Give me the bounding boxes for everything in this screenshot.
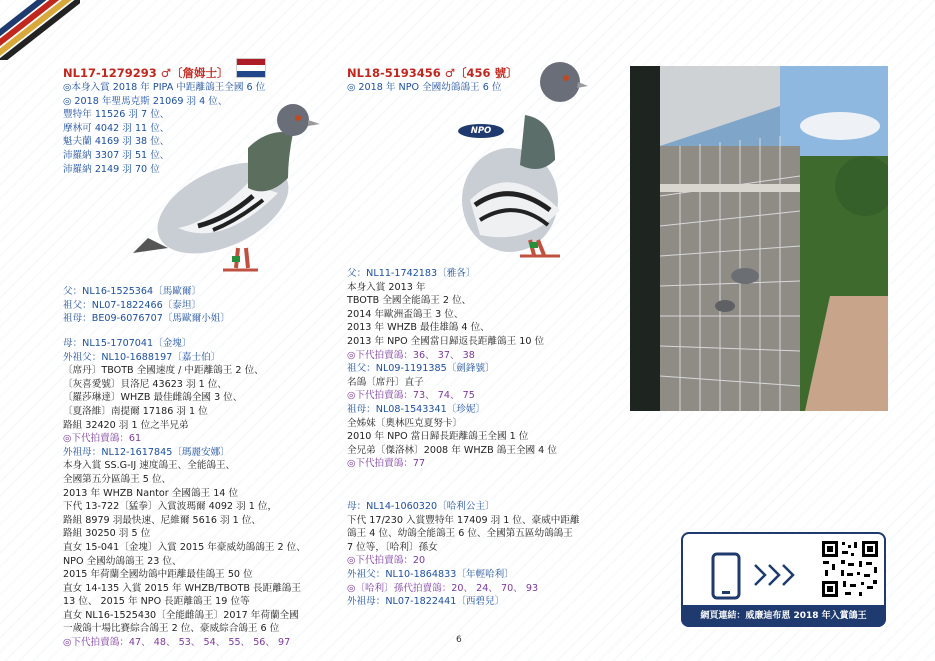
- middle-pigeon-image: [430, 60, 590, 265]
- left-mgf-line: 〔灰喜愛號〕貝洛尼 43623 羽 1 位、: [63, 378, 227, 390]
- middle-award-line: ◎ 2018 年 NPO 全國幼鴿鴿王 6 位: [347, 82, 502, 93]
- left-paternal-section: [63, 285, 230, 326]
- left-award-line: 魁夫蘭 4169 羽 38 位、: [63, 136, 170, 148]
- left-maternal-section: [63, 337, 306, 650]
- middle-grandmother-auction: ◎下代拍賣鴿：77: [347, 458, 426, 470]
- middle-grandmother: 祖母：NL08-1543341〔珍妮〕: [347, 403, 486, 415]
- middle-father-line: 2014 年歐洲盃鴿王 3 位、: [347, 308, 464, 320]
- left-pigeon-title: NL17-1279293 ♂〔詹姆士〕: [63, 66, 229, 80]
- arrows-icon: [751, 562, 801, 588]
- middle-father-auction: ◎下代拍賣鴿：36、 37、 38: [347, 349, 475, 361]
- left-mgm-line: 一歲鴿十場比賽綜合鴿王 2 位、豪威綜合鴿王 6 位: [63, 623, 280, 635]
- qr-code-icon[interactable]: [819, 538, 881, 600]
- middle-mgf-auction: ◎〔哈利〕孫代拍賣鴿：20、 24、 70、 93: [347, 582, 539, 594]
- left-maternal-grandmother: 外祖母：NL12-1617845〔瑪麗安娜〕: [63, 446, 230, 458]
- middle-mother-line: 鴿王 4 位、幼鴿全能鴿王 6 位、全國第五區幼鴿鴿王: [347, 528, 573, 540]
- left-award-line: ◎本身入賞 2018 年 PIPA 中距離鴿王全國 6 位: [63, 82, 266, 93]
- middle-grandmother-line: 全姊妹〔奧林匹克夏努卡〕: [347, 417, 463, 429]
- middle-mother-line: 7 位等，〔哈利〕孫女: [347, 541, 438, 553]
- loft-photo: [630, 66, 888, 411]
- left-mgm-line: 本身入賞 SS.G-IJ 速度鴿王、全能鴿王、: [63, 460, 236, 472]
- left-mgf-line: 路組 32420 羽 1 位之半兄弟: [63, 419, 189, 431]
- left-mgm-line: 2013 年 WHZB Nantor 全國鴿王 14 位: [63, 487, 239, 499]
- left-award-line: 沛羅納 3307 羽 51 位、: [63, 149, 170, 161]
- left-award-line: 摩林可 4042 羽 11 位、: [63, 122, 170, 134]
- middle-maternal-section: [347, 500, 580, 609]
- middle-maternal-grandmother: 外祖母：NL07-1822441〔西碧兒〕: [347, 596, 505, 608]
- middle-father-line: 2013 年 WHZB 最佳雄鴿 4 位、: [347, 322, 490, 334]
- left-mgf-line: 〔席丹〕TBOTB 全國速度 / 中距離鴿王 2 位、: [63, 365, 264, 377]
- page-number: 6: [456, 635, 462, 645]
- middle-maternal-grandfather: 外祖父：NL10-1864833〔年輕哈利〕: [347, 568, 514, 580]
- left-mgm-line: 直女 14-135 入賞 2015 年 WHZB/TBOTB 長距離鴿王: [63, 582, 301, 594]
- left-mgm-line: NPO 全國幼鴿鴿王 23 位、: [63, 555, 182, 567]
- left-award-line: ◎ 2018 年聖馬克斯 21069 羽 4 位、: [63, 95, 228, 107]
- middle-grandmother-line: 2010 年 NPO 當日歸長距離鴿王全國 1 位: [347, 431, 529, 443]
- left-award-line: 沛羅納 2149 羽 70 位: [63, 163, 160, 175]
- left-grandfather: 祖父：NL07-1822466〔泰坦〕: [63, 299, 202, 311]
- left-mgf-auction: ◎下代拍賣鴿：61: [63, 433, 142, 445]
- middle-grandfather-auction: ◎下代拍賣鴿：73、 74、 75: [347, 390, 475, 402]
- left-mgm-line: 13 位、 2015 年 NPO 長距離鴿王 19 位等: [63, 596, 250, 608]
- left-mgf-line: 〔夏洛維〕南提爾 17186 羽 1 位: [63, 405, 208, 417]
- left-mgm-line: 直女 NL16-1525430〔全能雌鴿王〕2017 年荷蘭全國: [63, 609, 299, 621]
- middle-paternal-section: [347, 267, 557, 471]
- left-maternal-grandfather: 外祖父：NL10-1688197〔嘉士伯〕: [63, 351, 221, 363]
- left-grandmother: 祖母：BE09-6076707〔馬歐爾小姐〕: [63, 313, 230, 325]
- middle-grandmother-line: 全兄弟〔傑洛林〕2008 年 WHZB 鴿王全國 4 位: [347, 444, 557, 456]
- qr-link-caption[interactable]: 網頁連結：威廉迪布恩 2018 年入賞鴿王: [681, 605, 886, 627]
- middle-grandfather-line: 名鴿〔席丹〕直子: [347, 376, 424, 388]
- left-pigeon-image: [128, 88, 328, 283]
- middle-mother-auction: ◎下代拍賣鴿：20: [347, 555, 426, 567]
- middle-father-line: 本身入賞 2013 年: [347, 281, 426, 293]
- corner-stripes: [0, 0, 80, 60]
- middle-father: 父：NL11-1742183〔雅各〕: [347, 268, 476, 279]
- left-mgm-line: 路組 30250 羽 5 位: [63, 528, 151, 540]
- left-mgm-line: 下代 13-722〔猛拳〕入賞波瑪爾 4092 羽 1 位，: [63, 501, 278, 513]
- left-mgm-line: 2015 年荷蘭全國幼鴿中距離最佳鴿王 50 位: [63, 569, 253, 581]
- left-father: 父：NL16-1525364〔馬歐爾〕: [63, 286, 202, 297]
- left-mother: 母：NL15-1707041〔金塊〕: [63, 338, 192, 349]
- middle-mother: 母：NL14-1060320〔哈利公主〕: [347, 501, 495, 512]
- left-mgf-line: 〔羅莎琳達〕WHZB 最佳雌鴿全國 3 位、: [63, 392, 243, 404]
- smartphone-icon: [711, 552, 741, 600]
- middle-grandfather: 祖父：NL09-1191385〔劍鋒號〕: [347, 363, 495, 375]
- middle-pigeon-title: NL18-5193456 ♂〔456 號〕: [347, 66, 518, 80]
- left-mgm-line: 路組 8979 羽最快速、尼維爾 5616 羽 1 位、: [63, 514, 261, 526]
- netherlands-flag-icon: [236, 58, 266, 78]
- middle-father-line: 2013 年 NPO 全國當日歸返長距離鴿王 10 位: [347, 335, 545, 347]
- npo-logo-icon: NPO: [458, 124, 504, 138]
- left-mgm-line: 直女 15-041〔金塊〕入賞 2015 年豪威幼鴿鴿王 2 位、: [63, 541, 306, 553]
- middle-father-line: TBOTB 全國全能鴿王 2 位、: [347, 295, 472, 307]
- left-award-line: 豐特年 11526 羽 7 位、: [63, 109, 170, 121]
- left-mgm-auction: ◎下代拍賣鴿：47、 48、 53、 54、 55、 56、 97: [63, 637, 291, 649]
- middle-mother-line: 下代 17/230 入賞豐特年 17409 羽 1 位、豪威中距離: [347, 514, 580, 526]
- left-mgm-line: 全國第五分區鴿王 5 位、: [63, 473, 172, 485]
